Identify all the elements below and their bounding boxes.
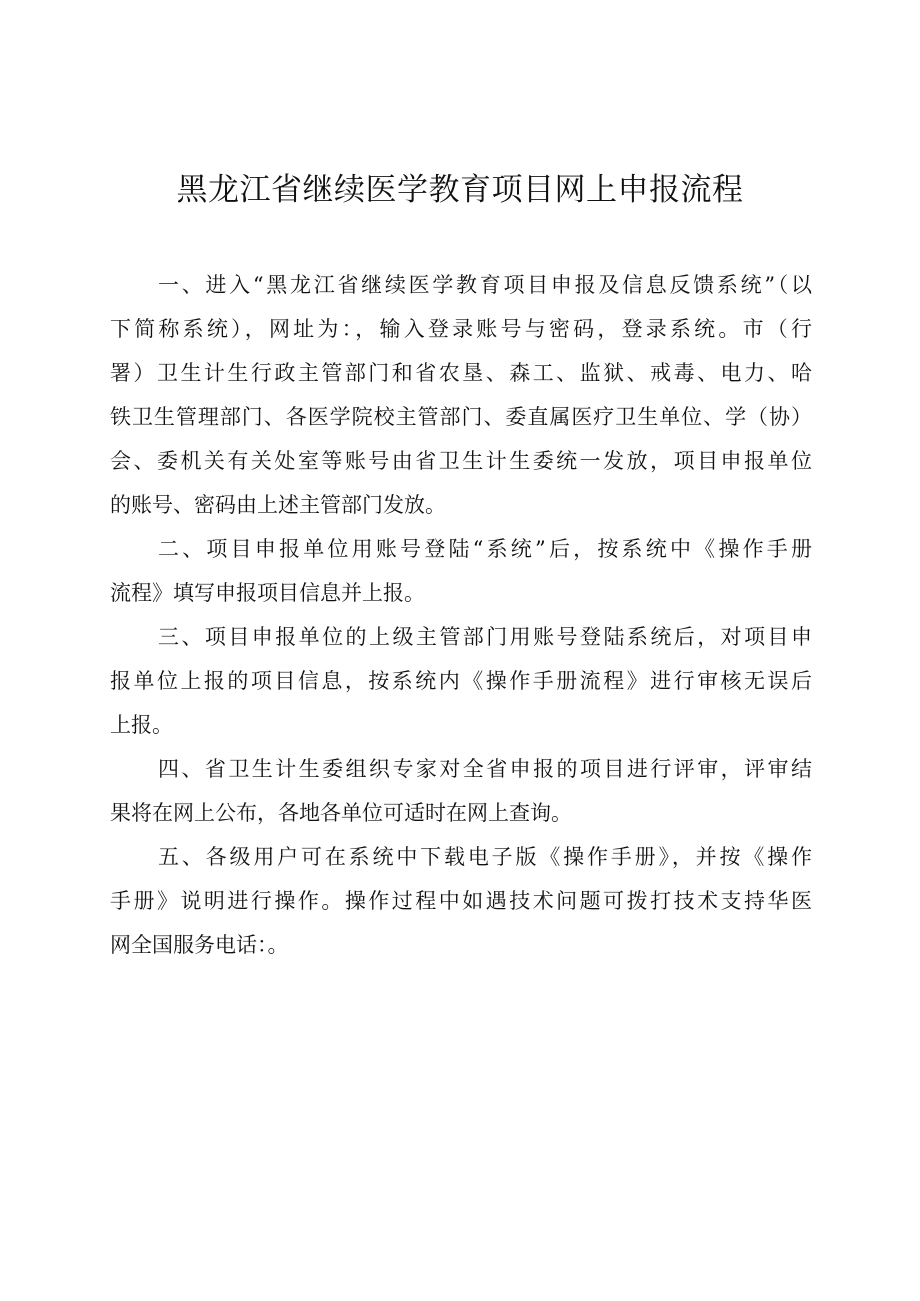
paragraph-5 bbox=[110, 835, 812, 967]
paragraph-line: 网全国服务电话：。 bbox=[110, 933, 289, 957]
document-title: 黑龙江省继续医学教育项目网上申报流程 bbox=[176, 172, 744, 208]
paragraph-line: 三、项目申报单位的上级主管部门用账号登陆系统后，对项目申 bbox=[158, 625, 812, 649]
paragraph-line: 署）卫生计生行政主管部门和省农垦、森工、监狱、戒毒、电力、哈 bbox=[110, 361, 812, 385]
paragraph-line: 果将在网上公布，各地各单位可适时在网上查询。 bbox=[110, 801, 572, 825]
paragraph-line: 铁卫生管理部门、各医学院校主管部门、委直属医疗卫生单位、学（协） bbox=[110, 405, 812, 429]
paragraph-line: 的账号、密码由上述主管部门发放。 bbox=[110, 493, 446, 517]
paragraph-3 bbox=[110, 615, 812, 747]
paragraph-4 bbox=[110, 747, 812, 835]
paragraph-line: 五、各级用户可在系统中下载电子版《操作手册》，并按《操作 bbox=[158, 845, 812, 869]
document-body bbox=[110, 263, 812, 967]
paragraph-line: 手册》说明进行操作。操作过程中如遇技术问题可拨打技术支持华医 bbox=[110, 889, 812, 913]
paragraph-line: 流程》填写申报项目信息并上报。 bbox=[110, 581, 425, 605]
paragraph-line: 上报。 bbox=[110, 713, 173, 737]
paragraph-2 bbox=[110, 527, 812, 615]
paragraph-line: 二、项目申报单位用账号登陆“系统”后，按系统中《操作手册 bbox=[158, 537, 812, 561]
paragraph-line: 下简称系统），网址为：，输入登录账号与密码，登录系统。市（行 bbox=[110, 317, 812, 341]
paragraph-line: 一、进入“黑龙江省继续医学教育项目申报及信息反馈系统”（以 bbox=[158, 273, 812, 297]
paragraph-line: 报单位上报的项目信息，按系统内《操作手册流程》进行审核无误后 bbox=[110, 669, 812, 693]
paragraph-line: 四、省卫生计生委组织专家对全省申报的项目进行评审，评审结 bbox=[158, 757, 812, 781]
paragraph-1 bbox=[110, 263, 812, 527]
paragraph-line: 会、委机关有关处室等账号由省卫生计生委统一发放，项目申报单位 bbox=[110, 449, 812, 473]
